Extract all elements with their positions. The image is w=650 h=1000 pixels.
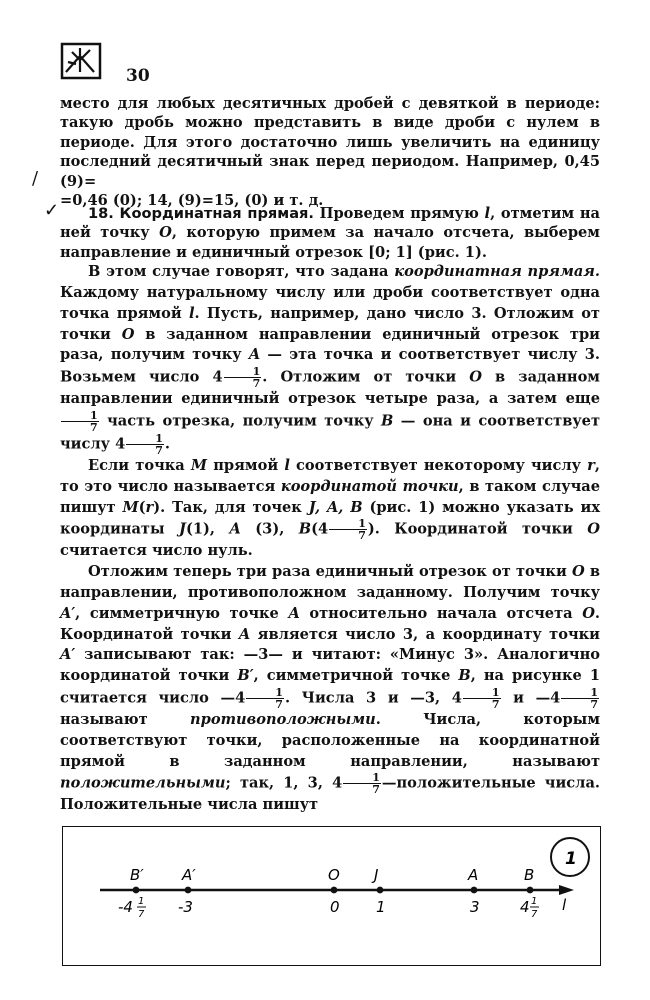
section-logo-icon (60, 42, 104, 82)
point-coordinate-denominator: 7 (531, 909, 538, 920)
point-name: B′ (130, 866, 144, 884)
point-coordinate-numerator: 1 (531, 896, 538, 907)
margin-mark-slash: / (32, 168, 39, 189)
fraction: $\frac{1}{7}$ (561, 687, 599, 710)
page-number: 30 (126, 66, 150, 86)
fraction: $\frac{1}{7}$ (463, 687, 501, 710)
section-title: 18. Координатная прямая. (88, 205, 314, 222)
section-18 (60, 204, 600, 816)
point-marker (185, 887, 192, 894)
point-coordinate-denominator: 7 (138, 909, 145, 920)
continuation-paragraph: место для любых десятичных дробей с девяткой в периоде: такую дробь можно представить в виде дроби с нулем в периоде. Для этого достаточно лишь увеличить на единицу последний десятичный знак перед периодом. Например, 0,45 (9)= =0,46 (0); 14, (9)=15, (0) и т. д. (60, 95, 600, 210)
point-name: A (468, 866, 479, 884)
point-coordinate-numerator: 1 (138, 896, 145, 907)
point-name: A′ (182, 866, 196, 884)
fraction: $\frac{1}{7}$ (343, 772, 381, 795)
fraction: $\frac{1}{7}$ (224, 366, 262, 389)
point-coordinate: 4 (520, 898, 530, 916)
axis-arrow-icon (559, 885, 574, 895)
point-coordinate: 0 (330, 898, 340, 916)
point-marker (527, 887, 534, 894)
point-marker (377, 887, 384, 894)
margin-mark-check: ✓ (44, 200, 60, 221)
point-name: O (328, 866, 340, 884)
point-coordinate: 3 (470, 898, 480, 916)
paragraph-1: 18. Координатная прямая. Проведем прямую l, отметим на ней точку O, которую примем за начало отсчета, выберем направление и единичный отрезок [0; 1] (рис. 1). (60, 205, 600, 261)
fraction: $\frac{1}{7}$ (61, 410, 99, 433)
fraction: $\frac{1}{7}$ (329, 518, 367, 541)
number-line-figure (62, 826, 599, 964)
paragraph-4: Отложим теперь три раза единичный отрезок от точки O в направлении, противоположном заданному. Получим точку A′, симметричную точке A относительно начала отсчета O. Координатой точки A является число 3, а координату точки A′ записывают так: —3— и читают: «Минус 3». Аналогично координатой точки B′, симметричной точке B, на рисунке 1 считается число —4 $\frac{1}{7}$ . Числа 3 и —3, 4 $\frac{1}{7}$ и —4 $\frac{1}{7}$ называют противоположными. Числа, которым соответствуют точки, расположенные на координатной прямой в заданном направлении, называют положительными; так, 1, 3, 4 $\frac{1}{7}$ —положительные числа. Положительные числа пишут (60, 563, 601, 814)
point-name: B (524, 866, 535, 884)
point-coordinate: 1 (376, 898, 386, 916)
axis-label: l (562, 896, 567, 914)
fraction: $\frac{1}{7}$ (126, 433, 164, 456)
point-name: J (374, 866, 379, 884)
point-marker (331, 887, 338, 894)
point-coordinate: -3 (178, 898, 193, 916)
figure-number: 1 (565, 849, 577, 869)
point-marker (471, 887, 478, 894)
point-coordinate: -4 (118, 898, 133, 916)
paragraph-2: В этом случае говорят, что задана координатная прямая. Каждому натуральному числу или дроби соответствует одна точка прямой l. Пусть, например, дано число 3. Отложим от точки O в заданном направлении единичный отрезок три раза, получим точку A — эта точка и соответствует числу 3. Возьмем число 4 $\frac{1}{7}$ . Отложим от точки O в заданном направлении единичный отрезок четыре раза, а затем еще $\frac{1}{7}$ часть отрезка, получим точку B — она и соответствует числу 4 $\frac{1}{7}$ . (60, 263, 600, 457)
fraction: $\frac{1}{7}$ (246, 687, 284, 710)
point-marker (133, 887, 140, 894)
paragraph-3: Если точка M прямой l соответствует некоторому числу r, то это число называется координатой точки, в таком случае пишут M(r). Так, для точек J, A, B (рис. 1) можно указать их координаты J(1), A (3), B(4 $\frac{1}{7}$ ). Координатой точки O считается число нуль. (60, 457, 601, 560)
